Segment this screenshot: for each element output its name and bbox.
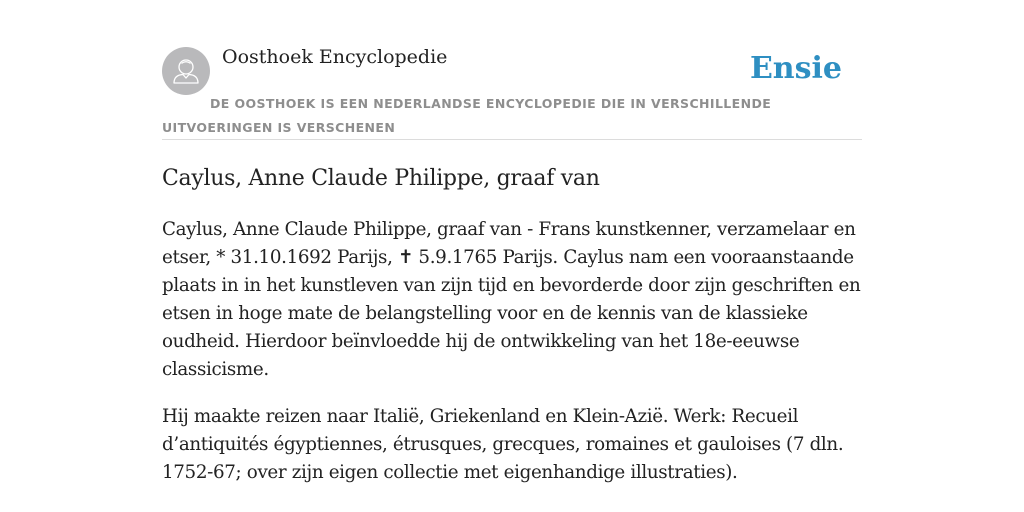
article-paragraph: Hij maakte reizen naar Italië, Griekenland en Klein-Azië. Werk: Recueil d’antiquités égyptiennes, étrusques, grecques, romaines et gauloises (7 dln. 1752-67; over zijn eigen collectie met eigenhandige illustraties). [162, 406, 844, 483]
source-name[interactable]: Oosthoek Encyclopedie [222, 46, 448, 68]
article [162, 158, 862, 487]
ensie-logo[interactable]: Ensie [749, 51, 842, 86]
source-description: DE OOSTHOEK IS EEN NEDERLANDSE ENCYCLOPEDIE DIE IN VERSCHILLENDE UITVOERINGEN IS VERSCHENEN [162, 96, 772, 135]
article-title: Caylus, Anne Claude Philippe, graaf van [162, 166, 600, 191]
source-header [162, 44, 862, 140]
avatar[interactable] [162, 47, 210, 95]
user-icon [162, 47, 210, 95]
article-paragraph: Caylus, Anne Claude Philippe, graaf van - Frans kunstkenner, verzamelaar en etser, * 31.10.1692 Parijs, ✝ 5.9.1765 Parijs. Caylus nam een vooraanstaande plaats in in het kunstleven van zijn tijd en bevorderde door zijn geschriften en etsen in hoge mate de belangstelling voor en de kennis van de klassieke oudheid. Hierdoor beïnvloedde hij de ontwikkeling van het 18e-eeuwse classicisme. [162, 219, 861, 380]
